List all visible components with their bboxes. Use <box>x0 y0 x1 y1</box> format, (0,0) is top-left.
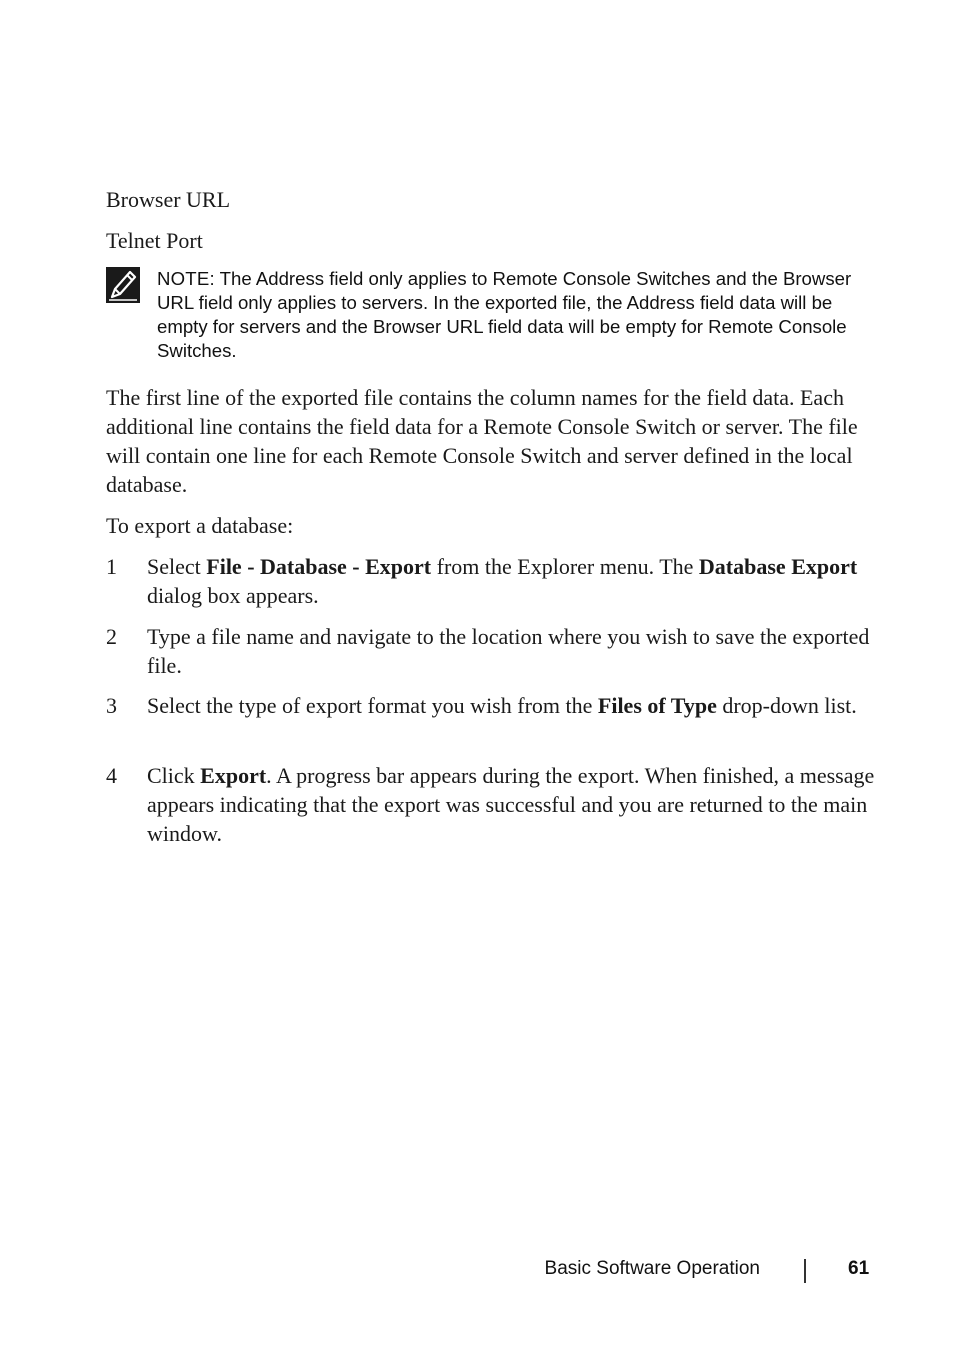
dialog-name: Database Export <box>698 554 858 579</box>
list-item-step-2 <box>106 622 876 680</box>
note-label: NOTE: <box>157 268 215 289</box>
step-number: 2 <box>106 624 117 649</box>
page-number: 61 <box>848 1258 870 1279</box>
step-text: Select File - Database - Export from the Explorer menu. The Database Export dialog box appears. <box>147 554 858 608</box>
list-item-step-4 <box>106 761 876 848</box>
note-block <box>157 267 877 363</box>
list-item-step-3 <box>106 691 876 720</box>
step-text: Type a file name and navigate to the location where you wish to save the exported file. <box>147 624 870 678</box>
paragraph-export-file-format: The first line of the exported file contains the column names for the field data. Each additional line contains the field data for a Remote Console Switch or server. The file will contain one line for each Remote Console Switch and server defined in the local database. <box>106 385 858 497</box>
step-number: 3 <box>106 693 117 718</box>
step-text: Click Export. A progress bar appears during the export. When finished, a message appears indicating that the export was successful and you are returned to the main window. <box>147 763 875 846</box>
step-text: Select the type of export format you wish from the Files of Type drop-down list. <box>147 693 857 718</box>
footer-section-title: Basic Software Operation <box>544 1258 760 1279</box>
paragraph-export-intro: To export a database: <box>106 513 294 538</box>
note-text: The Address field only applies to Remote Console Switches and the Browser URL field only applies to servers. In the exported file, the Address field data will be empty for servers and the Browser URL field data will be empty for Remote Console Switches. <box>157 268 852 361</box>
footer-divider <box>804 1259 806 1283</box>
list-item-step-1 <box>106 552 876 610</box>
field-label-files-of-type: Files of Type <box>597 693 717 718</box>
step-number: 4 <box>106 763 117 788</box>
note-pencil-icon <box>106 267 140 303</box>
menu-path: File - Database - Export <box>206 554 432 579</box>
field-name-browser-url: Browser URL <box>106 187 231 212</box>
field-name-telnet-port: Telnet Port <box>106 228 203 253</box>
step-number: 1 <box>106 554 117 579</box>
button-label-export: Export <box>200 763 267 788</box>
